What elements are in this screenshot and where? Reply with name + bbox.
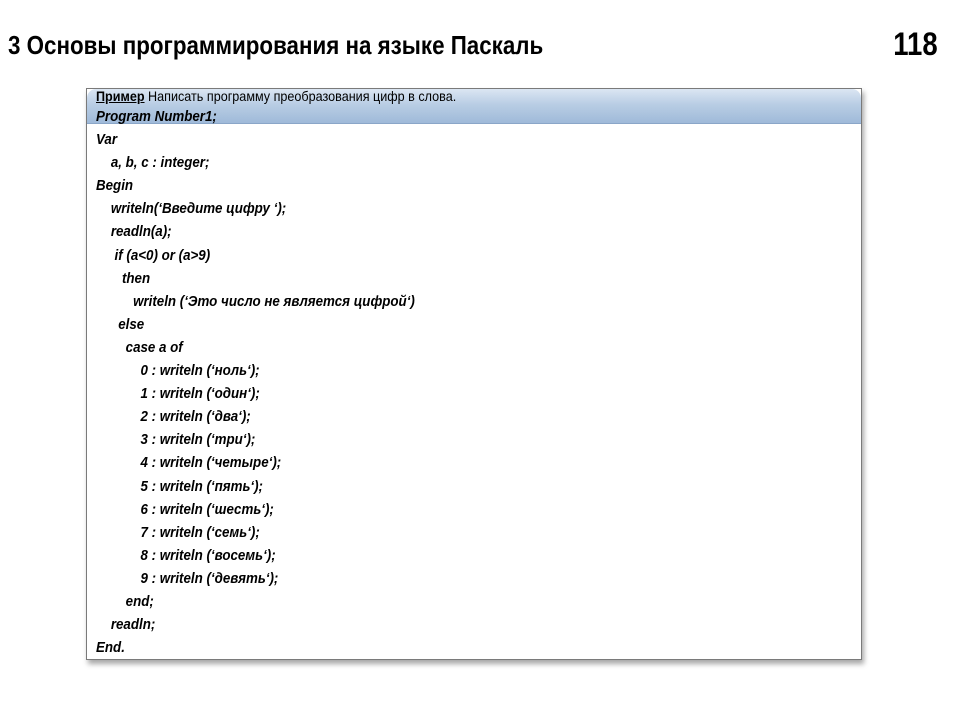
- code-line: readln;: [96, 617, 156, 634]
- code-line: 2 : writeln (‘два‘);: [96, 409, 251, 426]
- page-number: 118: [893, 26, 938, 62]
- code-line: 5 : writeln (‘пять‘);: [96, 478, 263, 495]
- code-line: case a of: [96, 339, 183, 356]
- code-line: a, b, c : integer;: [96, 155, 210, 172]
- page-title: 3 Основы программирования на языке Паскаль: [8, 30, 544, 60]
- code-line: 6 : writeln (‘шесть‘);: [96, 501, 274, 518]
- code-line: 9 : writeln (‘девять‘);: [96, 570, 279, 587]
- code-line: 7 : writeln (‘семь‘);: [96, 524, 260, 541]
- code-line: if (a<0) or (a>9): [96, 247, 211, 264]
- code-line: 8 : writeln (‘восемь‘);: [96, 547, 276, 564]
- example-description: Написать программу преобразования цифр в слова.: [148, 88, 457, 104]
- code-line: 4 : writeln (‘четыре‘);: [96, 455, 282, 472]
- code-line: Var: [96, 132, 118, 149]
- code-line: writeln (‘Это число не является цифрой‘): [96, 293, 415, 310]
- code-line: Program Number1;: [96, 109, 217, 125]
- code-line: writeln(‘Введите цифру ‘);: [96, 201, 287, 218]
- code-line: 0 : writeln (‘ноль‘);: [96, 363, 260, 380]
- code-line: readln(a);: [96, 224, 172, 241]
- code-panel: [86, 88, 862, 660]
- code-line: End.: [96, 640, 125, 657]
- code-block: [96, 89, 851, 660]
- code-line: end;: [96, 593, 154, 610]
- code-line: then: [96, 270, 151, 287]
- code-line: else: [96, 316, 145, 333]
- code-line: Begin: [96, 178, 134, 195]
- code-line: 1 : writeln (‘один‘);: [96, 386, 260, 403]
- code-line: 3 : writeln (‘три‘);: [96, 432, 256, 449]
- example-intro: [96, 89, 776, 103]
- example-label: Пример: [96, 88, 145, 104]
